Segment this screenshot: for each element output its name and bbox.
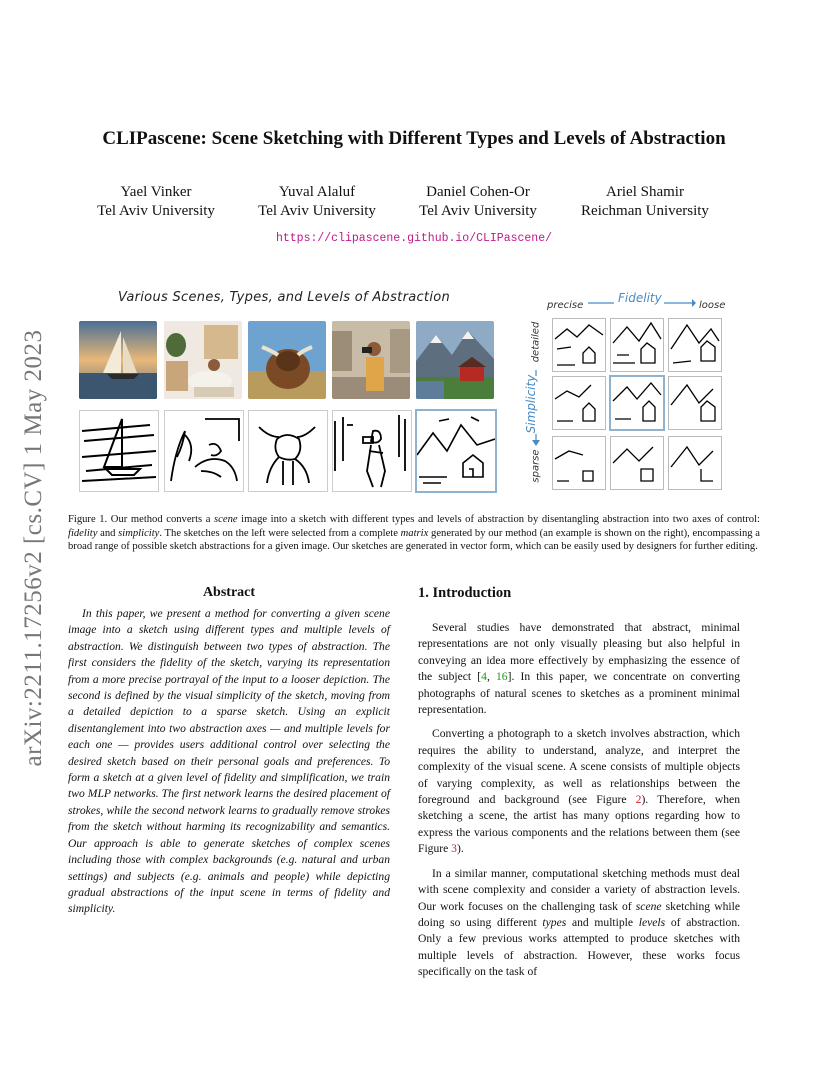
- axis-simplicity: Simplicity: [524, 374, 538, 434]
- fidelity-arrow: [586, 296, 696, 310]
- photo-photographer: [332, 321, 410, 399]
- axis-detailed: detailed: [530, 321, 542, 363]
- author-name: Daniel Cohen-Or: [426, 184, 530, 200]
- sketch-highland-cow: [248, 410, 328, 492]
- citation-link[interactable]: 4: [481, 670, 487, 684]
- project-url[interactable]: https://clipascene.github.io/CLIPascene/: [275, 232, 553, 245]
- figure-caption: Figure 1. Our method converts a scene image into a sketch with different types and levels of abstraction by disentangling abstraction into two axes of control: fidelity and simplicity. The sketches on the left were selected from a complete matrix generated by our method (an example is shown on the right), encompassing a broad range of possible sketch abstractions for a given image. Our sketches are generated in vector form, which can be easily used by designers for further editing.: [68, 514, 760, 553]
- author-affiliation: Tel Aviv University: [419, 203, 537, 219]
- abstract-body: In this paper, we present a method for converting a given scene image into a sketch using different types and multiple levels of abstraction. We distinguish between two types of abstraction. The first considers the fidelity of the sketch, varying its representation from a more precise portrayal of the input to a looser depiction. The second is defined by the visual simplicity of the sketch, moving from a detailed depiction to a sparse sketch. Using an explicit disentanglement into two abstraction axes — and multiple levels for each one — provides users additional control over selecting the desired sketch based on their personal goals and preferences. To form a sketch at a given level of fidelity and simplification, we train two MLP networks. The first network learns the desired placement of strokes, while the second network learns to gradually remove strokes from the sketch without harming its recognizability and semantics. Our approach is able to generate sketches of complex scenes including those with complex backgrounds (e.g. natural and urban settings) and subjects (e.g. animals and people) while depicting gradual abstractions of the input scene in terms of fidelity and simplicity.: [68, 607, 390, 916]
- matrix-cell: [610, 318, 664, 372]
- intro-heading: 1. Introduction: [418, 585, 512, 601]
- matrix-cell-selected: [609, 375, 665, 431]
- matrix-cell: [668, 318, 722, 372]
- sketch-woman-relaxing: [164, 410, 244, 492]
- intro-body: [418, 620, 740, 989]
- author-affiliation: Tel Aviv University: [258, 203, 376, 219]
- axis-sparse: sparse: [530, 449, 542, 483]
- photo-red-house-mountains: [416, 321, 494, 399]
- axis-precise: precise: [547, 300, 584, 311]
- matrix-cell: [610, 436, 664, 490]
- author-affiliation: Reichman University: [581, 203, 709, 219]
- matrix-cell: [668, 436, 722, 490]
- intro-paragraph-1: Several studies have demonstrated that abstract, minimal representations are not only visually pleasing but also helpful in conveying an idea more effectively by emphasizing the essence of the subject [4, 16]. In this paper, we concentrate on converting photographs of natural scenes to sketches as a prominent minimal representation.: [418, 621, 740, 717]
- author-name: Ariel Shamir: [606, 184, 684, 200]
- sketch-red-house: [415, 409, 497, 493]
- axis-fidelity: Fidelity: [618, 291, 662, 305]
- arxiv-stamp: arXiv:2211.17256v2 [cs.CV] 1 May 2023: [20, 329, 47, 767]
- figure-ref-link[interactable]: 3: [451, 842, 457, 856]
- author-name: Yuval Alaluf: [278, 184, 356, 200]
- figure-header: Various Scenes, Types, and Levels of Abstraction: [118, 290, 451, 305]
- intro-paragraph-3: In a similar manner, computational sketching methods must deal with scene complexity and consider a variety of abstraction levels. Our work focuses on the challenging task of scene sketching while doing so using different types and multiple levels of abstraction. Only a few previous works attempted to produce sketches with multiple levels of abstraction. However, these works focus specifically on the task of: [418, 866, 741, 979]
- author-affiliation: Tel Aviv University: [97, 203, 215, 219]
- author-2: [227, 183, 407, 221]
- matrix-cell: [552, 436, 606, 490]
- abstract-heading: Abstract: [202, 585, 256, 600]
- sketch-sailboat: [79, 410, 159, 492]
- photo-woman-relaxing: [164, 321, 242, 399]
- simplicity-arrow: [529, 370, 543, 446]
- figure-ref-link[interactable]: 2: [635, 793, 642, 807]
- citation-link[interactable]: 16: [495, 670, 508, 684]
- matrix-cell: [668, 376, 722, 430]
- matrix-cell: [552, 376, 606, 430]
- intro-paragraph-2: Converting a photograph to a sketch involves abstraction, which requires the ability to understand, analyze, and interpret the complexity of the visual scene. A scene consists of multiple objects of varying complexity, as well as relationships between the foreground and background (see Figure 2). Therefore, when sketching a scene, the artist has many options regarding how to express the various components and the relations between them (see Figure 3).: [418, 727, 741, 856]
- photo-highland-cow: [248, 321, 326, 399]
- author-name: Yael Vinker: [120, 184, 192, 200]
- matrix-cell: [552, 318, 606, 372]
- author-1: [66, 183, 246, 221]
- author-4: [555, 183, 735, 221]
- paper-title: CLIPascene: Scene Sketching with Different Types and Levels of Abstraction: [102, 128, 726, 149]
- photo-sailboat: [79, 321, 157, 399]
- author-3: [388, 183, 568, 221]
- sketch-photographer: [332, 410, 412, 492]
- axis-loose: loose: [699, 300, 726, 311]
